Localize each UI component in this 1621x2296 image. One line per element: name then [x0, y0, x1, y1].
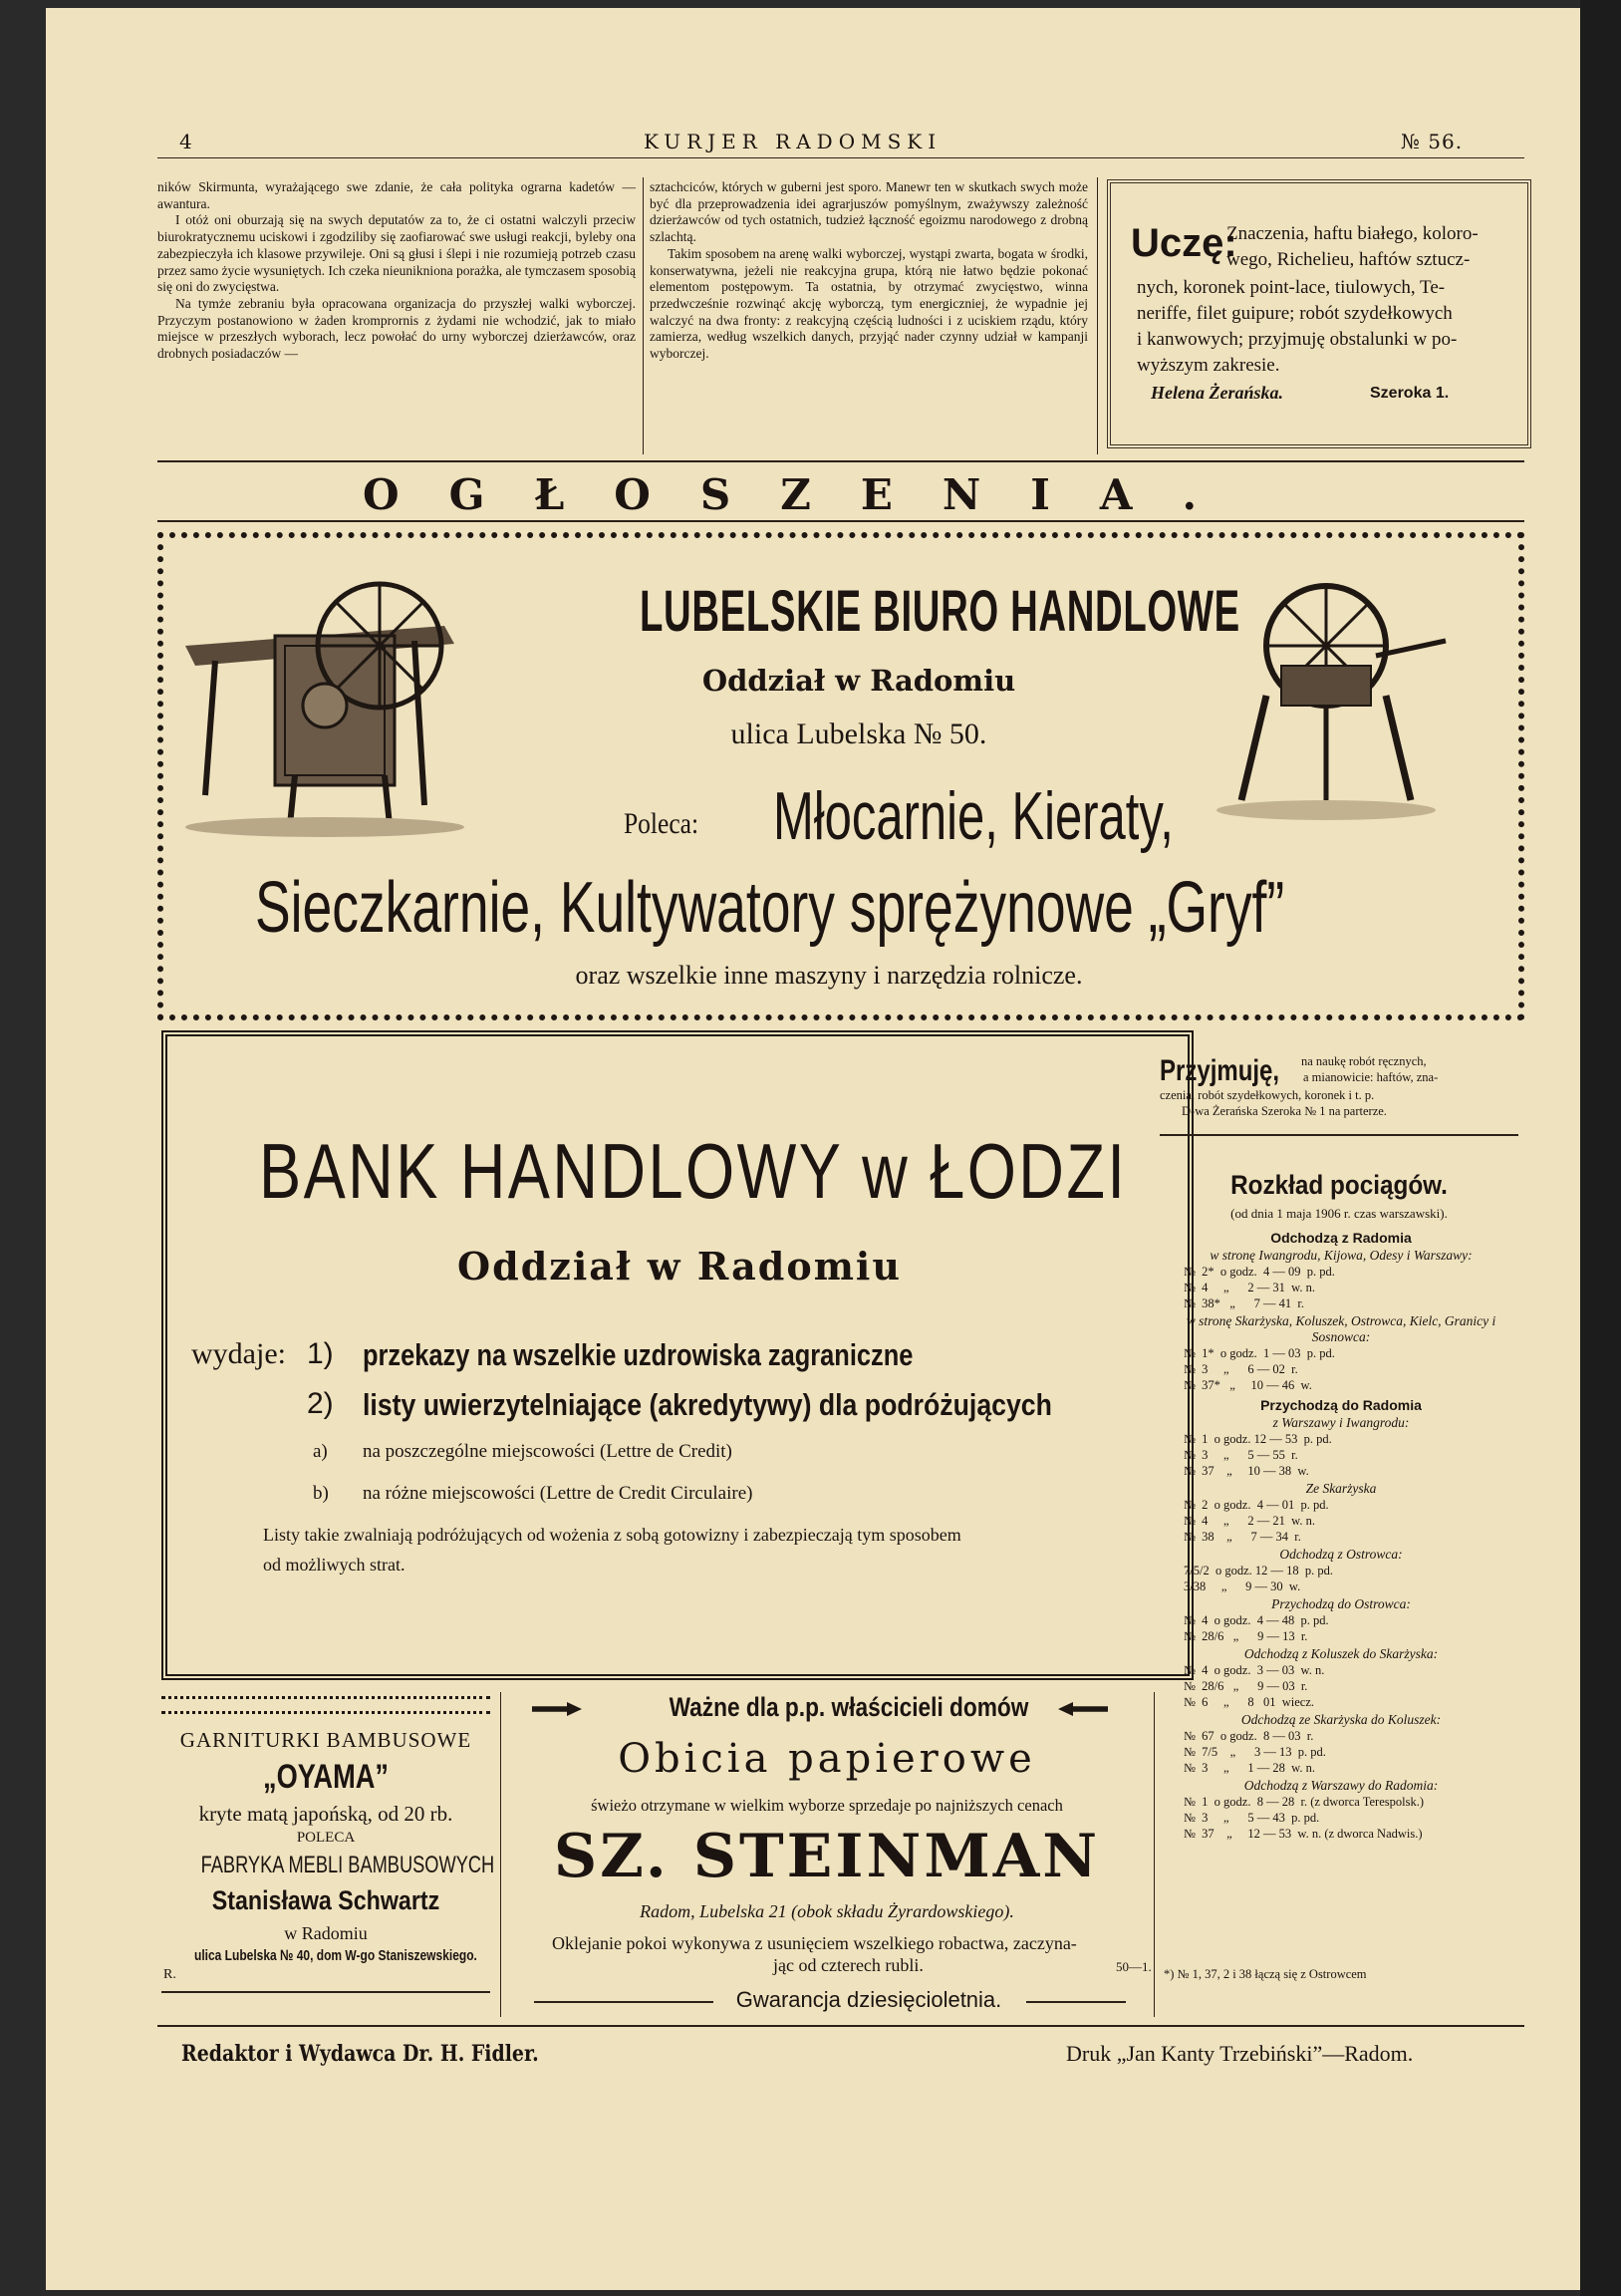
steinman-guarantee: Gwarancja dziesięcioletnia. — [735, 1987, 1002, 2012]
oyama-line: GARNITURKI BAMBUSOWE — [179, 1728, 472, 1752]
article-column-1 — [157, 179, 636, 363]
timetable-title: Rozkład pociągów. — [1230, 1170, 1448, 1200]
steinman-line: Oklejanie pokoi wykonywa z usunięciem wszelkiego robactwa, zaczyna- — [552, 1933, 1077, 1953]
timetable-row: № 3 „ 5 — 43 p. pd. — [1184, 1811, 1320, 1825]
article-paragraph: sztachciców, których w guberni jest sporo. Manewr ten w skutkach swych może być dla przeprowadzenia idei agrarjuszów pomyślnym, zważywszy zależność dzierżawców od tych ostatnich, tudzież łączność egoizmu narodowego z drobną szlachtą. — [650, 179, 1088, 245]
timetable-row: № 6 „ 8 01 wiecz. — [1184, 1695, 1314, 1709]
bank-sub-b-label: b) — [313, 1483, 329, 1504]
steinman-title: Obicia papierowe — [618, 1736, 1036, 1782]
bank-item-1: przekazy na wszelkie uzdrowiska zagraniczne — [363, 1337, 914, 1372]
oyama-line: ulica Lubelska № 40, dom W-go Staniszewskiego. — [194, 1947, 477, 1964]
article-paragraph: I otóż oni oburzają się na swych deputatów za to, że ci ostatni walczyli przeciw biurokratycznemu uciskowi i zgodziliby się zaofiarować swe usługi reakcji, byleby ona zabezpieczyła ich klasowe przywileje. Oni są głusi i ślepi i nie rozumieją potrzeb czasu przez samo życie wysuniętych. Ich czeka nieunikniona porażka, ale tymczasem sposobią się oni do zwycięstwa. — [157, 212, 636, 295]
lubelskie-branch: Oddział w Radomiu — [701, 664, 1016, 698]
section-rule-top — [157, 460, 1524, 462]
oyama-line: FABRYKA MEBLI BAMBUSOWYCH — [200, 1852, 495, 1878]
timetable-direction: Odchodzą ze Skarżyska do Koluszek: — [1240, 1712, 1442, 1727]
guarantee-rule-left — [534, 2001, 713, 2003]
oyama-name: „OYAMA” — [263, 1758, 389, 1796]
steinman-line: jąc od czterech rubli. — [773, 1955, 924, 1975]
timetable-row: № 3 „ 5 — 55 r. — [1184, 1448, 1298, 1462]
timetable-row: № 67 o godz. 8 — 03 r. — [1184, 1729, 1314, 1743]
timetable-direction: w stronę Iwangrodu, Kijowa, Odesy i Warszawy: — [1210, 1248, 1473, 1263]
horse-gear-illustration — [1226, 576, 1456, 825]
timetable-row: 7/5/2 o godz. 12 — 18 p. pd. — [1184, 1564, 1333, 1578]
timetable-row: № 37* „ 10 — 46 w. — [1184, 1378, 1312, 1392]
article-paragraph: Na tymże zebraniu była opracowana organizacja do przyszłej walki wyborczej. Przyczym postanowiono w żaden kromprornis z żydami nie wchodzić, jak to miało miejsce w przeszłych wyborach, lecz powołać do urny wyborczej dzierżawców, oraz drobnych posiadaczów — — [157, 295, 636, 362]
timetable-direction: Odchodzą z Ostrowca: — [1279, 1547, 1403, 1562]
timetable-row: № 4 „ 2 — 31 w. n. — [1184, 1281, 1315, 1294]
bank-branch: Oddział w Radomiu — [457, 1244, 902, 1289]
timetable-subtitle: (od dnia 1 maja 1906 r. czas warszawski). — [1230, 1206, 1448, 1221]
bank-note-line-1: Listy takie zwalniają podróżujących od wożenia z sobą gotowizny i zabezpieczają tym sposobem — [263, 1525, 961, 1545]
oyama-line: POLECA — [296, 1830, 356, 1846]
pointing-hand-right-icon — [532, 1702, 582, 1716]
timetable-footnote: *) № 1, 37, 2 i 38 łączą się z Ostrowcem — [1164, 1967, 1367, 1981]
timetable-row: № 4 o godz. 4 — 48 p. pd. — [1184, 1613, 1329, 1627]
ucze-line: nych, koronek point-lace, tiulowych, Te- — [1137, 277, 1446, 298]
footer-rule — [157, 2025, 1524, 2027]
przyjmuje-line: a mianowicie: haftów, zna- — [1303, 1070, 1439, 1084]
header-rule — [157, 157, 1524, 158]
newspaper-page — [46, 8, 1580, 2290]
bank-title: BANK HANDLOWY w ŁODZI — [259, 1127, 1128, 1215]
ucze-signature-name: Helena Żerańska. — [1151, 383, 1283, 403]
timetable-row: № 38 „ 7 — 34 r. — [1184, 1530, 1301, 1544]
timetable-row: № 3 „ 6 — 02 r. — [1184, 1362, 1298, 1376]
pointing-hand-left-icon — [1058, 1702, 1108, 1716]
timetable-direction: z Warszawy i Iwangrodu: — [1272, 1415, 1410, 1430]
lubelskie-title: LUBELSKIE BIURO HANDLOWE — [640, 579, 1240, 644]
article-paragraph: Takim sposobem na arenę walki wyborczej, wystąpi zwarta, bogata w środki, konserwatywna, jeżeli nie reakcyjna grupa, którą nie łatwo będzie pokonać elementom postępowym. Ta ostatnia, by otrzymać zwycięstwo, winna przedwcześnie rozwinąć akcję wyborczą, tym energiczniej, że wypadnie jej walczyć na dwa fronty: z reakcyjną częścią ludności i z uciskiem rządu, który zamierza, według wszelkich danych, przyjąć nader czynny udział w kampanji wyborczej. — [650, 245, 1088, 362]
timetable-direction: w stronę Skarżyska, Koluszek, Ostrowca, Kielc, Granicy i Sosnowca: — [1186, 1313, 1496, 1344]
ucze-line: i kanwowych; przyjmuję obstalunki w po- — [1137, 329, 1458, 350]
timetable-direction: Ze Skarżyska — [1305, 1481, 1377, 1496]
timetable-heading: Przychodzą do Radomia — [1260, 1397, 1422, 1413]
oyama-line: w Radomiu — [284, 1923, 368, 1943]
lubelskie-headline-2: Sieczkarnie, Kultywatory sprężynowe „Gryf” — [255, 868, 1285, 948]
lubelskie-headline-1: Młocarnie, Kieraty, — [773, 778, 1174, 854]
timetable-rule — [1160, 1134, 1518, 1136]
oyama-line: Stanisława Schwartz — [211, 1885, 440, 1915]
bank-item-2-number: 2) — [307, 1387, 334, 1420]
steinman-header: Ważne dla p.p. właścicieli domów — [669, 1692, 1029, 1722]
bank-sub-b: na różne miejscowości (Lettre de Credit Circulaire) — [363, 1483, 753, 1504]
timetable-direction: Przychodzą do Ostrowca: — [1271, 1596, 1411, 1611]
timetable-row: 3/38 „ 9 — 30 w. — [1184, 1579, 1301, 1593]
bank-note-line-2: od możliwych strat. — [263, 1555, 405, 1575]
guarantee-rule-right — [1026, 2001, 1126, 2003]
timetable-row: № 37 „ 12 — 53 w. n. (z dworca Nadwis.) — [1184, 1827, 1423, 1841]
bank-sub-a-label: a) — [313, 1441, 328, 1462]
timetable-row: № 4 o godz. 3 — 03 w. n. — [1184, 1663, 1325, 1677]
oyama-line: R. — [163, 1967, 176, 1982]
ucze-line: neriffe, filet guipure; robót szydełkowych — [1137, 303, 1453, 324]
footer-editor: Redaktor i Wydawca Dr. H. Fidler. — [181, 2041, 539, 2067]
timetable-row: № 38* „ 7 — 41 r. — [1184, 1296, 1304, 1310]
bank-sub-a: na poszczególne miejscowości (Lettre de Credit) — [363, 1441, 732, 1462]
column-divider — [643, 177, 644, 454]
bank-issues-label: wydaje: — [191, 1337, 286, 1370]
page-number: 4 — [179, 130, 198, 153]
poleca-label: Poleca: — [624, 807, 699, 840]
przyjmuje-line: na naukę robót ręcznych, — [1301, 1054, 1427, 1068]
section-rule-bottom — [157, 520, 1524, 522]
timetable-row: № 3 „ 1 — 28 w. n. — [1184, 1761, 1315, 1775]
przyjmuje-line: D-wa Żerańska Szeroka № 1 na parterze. — [1182, 1104, 1387, 1118]
ucze-word: Uczę: — [1131, 221, 1237, 265]
timetable-body — [1162, 1226, 1520, 1842]
article-column-2 — [650, 179, 1088, 363]
timetable-row: № 37 „ 10 — 38 w. — [1184, 1464, 1309, 1478]
ucze-line: Znaczenia, haftu białego, koloro- — [1226, 223, 1479, 244]
oyama-bottom-rule — [161, 1991, 490, 1993]
issue-number: № 56. — [1401, 130, 1464, 153]
steinman-subtitle: świeżo otrzymane w wielkim wyborze sprzedaje po najniższych cenach — [591, 1796, 1063, 1815]
ucze-lines — [1137, 275, 1457, 379]
page-binding-edge — [1580, 0, 1621, 2296]
oyama-top-border — [161, 1696, 490, 1714]
timetable-row: № 1* o godz. 1 — 03 p. pd. — [1184, 1346, 1335, 1360]
timetable-row: № 7/5 „ 3 — 13 p. pd. — [1184, 1745, 1326, 1759]
embroidery-lessons-ad — [1107, 179, 1531, 448]
steinman-name: SZ. STEINMAN — [553, 1822, 1101, 1891]
timetable-heading: Odchodzą z Radomia — [1270, 1230, 1412, 1246]
przyjmuje-word: Przyjmuję, — [1160, 1054, 1280, 1087]
timetable-row: № 28/6 „ 9 — 13 r. — [1184, 1629, 1308, 1643]
bank-item-2: listy uwierzytelniające (akredytywy) dla podróżujących — [363, 1387, 1052, 1422]
ucze-line: wyższym zakresie. — [1137, 355, 1280, 376]
steinman-code: 50—1. — [1116, 1959, 1152, 1974]
timetable-direction: Odchodzą z Koluszek do Skarżyska: — [1243, 1646, 1439, 1661]
column-divider — [1097, 177, 1098, 454]
ucze-signature-address: Szeroka 1. — [1370, 385, 1450, 402]
timetable-row: № 2 o godz. 4 — 01 p. pd. — [1184, 1498, 1329, 1512]
bank-item-1-number: 1) — [307, 1337, 334, 1370]
newspaper-title: KURJER RADOMSKI — [644, 130, 943, 153]
section-title: OGŁOSZENIA. — [363, 470, 1247, 519]
footer-printer: Druk „Jan Kanty Trzebiński”—Radom. — [1066, 2041, 1414, 2066]
timetable-row: № 4 „ 2 — 21 w. n. — [1184, 1514, 1315, 1528]
timetable-row: № 2* o godz. 4 — 09 p. pd. — [1184, 1265, 1335, 1279]
ucze-line: wego, Richelieu, haftów sztucz- — [1226, 249, 1471, 270]
oyama-line: kryte matą japońską, od 20 rb. — [198, 1802, 453, 1826]
lubelskie-footer: oraz wszelkie inne maszyny i narzędzia rolnicze. — [575, 961, 1083, 990]
article-paragraph: ników Skirmunta, wyrażającego swe zdanie, że cała polityka ograrna kadetów — awantura. — [157, 179, 636, 211]
timetable-row: № 1 o godz. 8 — 28 r. (z dworca Terespolsk.) — [1184, 1795, 1424, 1809]
steinman-address: Radom, Lubelska 21 (obok składu Żyrardowskiego). — [640, 1901, 1014, 1921]
timetable-row: № 28/6 „ 9 — 03 r. — [1184, 1679, 1308, 1693]
przyjmuje-line: czenia, robót szydełkowych, koronek i t. p. — [1160, 1088, 1375, 1102]
column-divider — [1154, 1692, 1155, 2017]
threshing-machine-illustration — [185, 566, 484, 835]
lubelskie-address: ulica Lubelska № 50. — [730, 718, 987, 750]
timetable-direction: Odchodzą z Warszawy do Radomia: — [1243, 1778, 1439, 1793]
timetable-row: № 1 o godz. 12 — 53 p. pd. — [1184, 1432, 1332, 1446]
